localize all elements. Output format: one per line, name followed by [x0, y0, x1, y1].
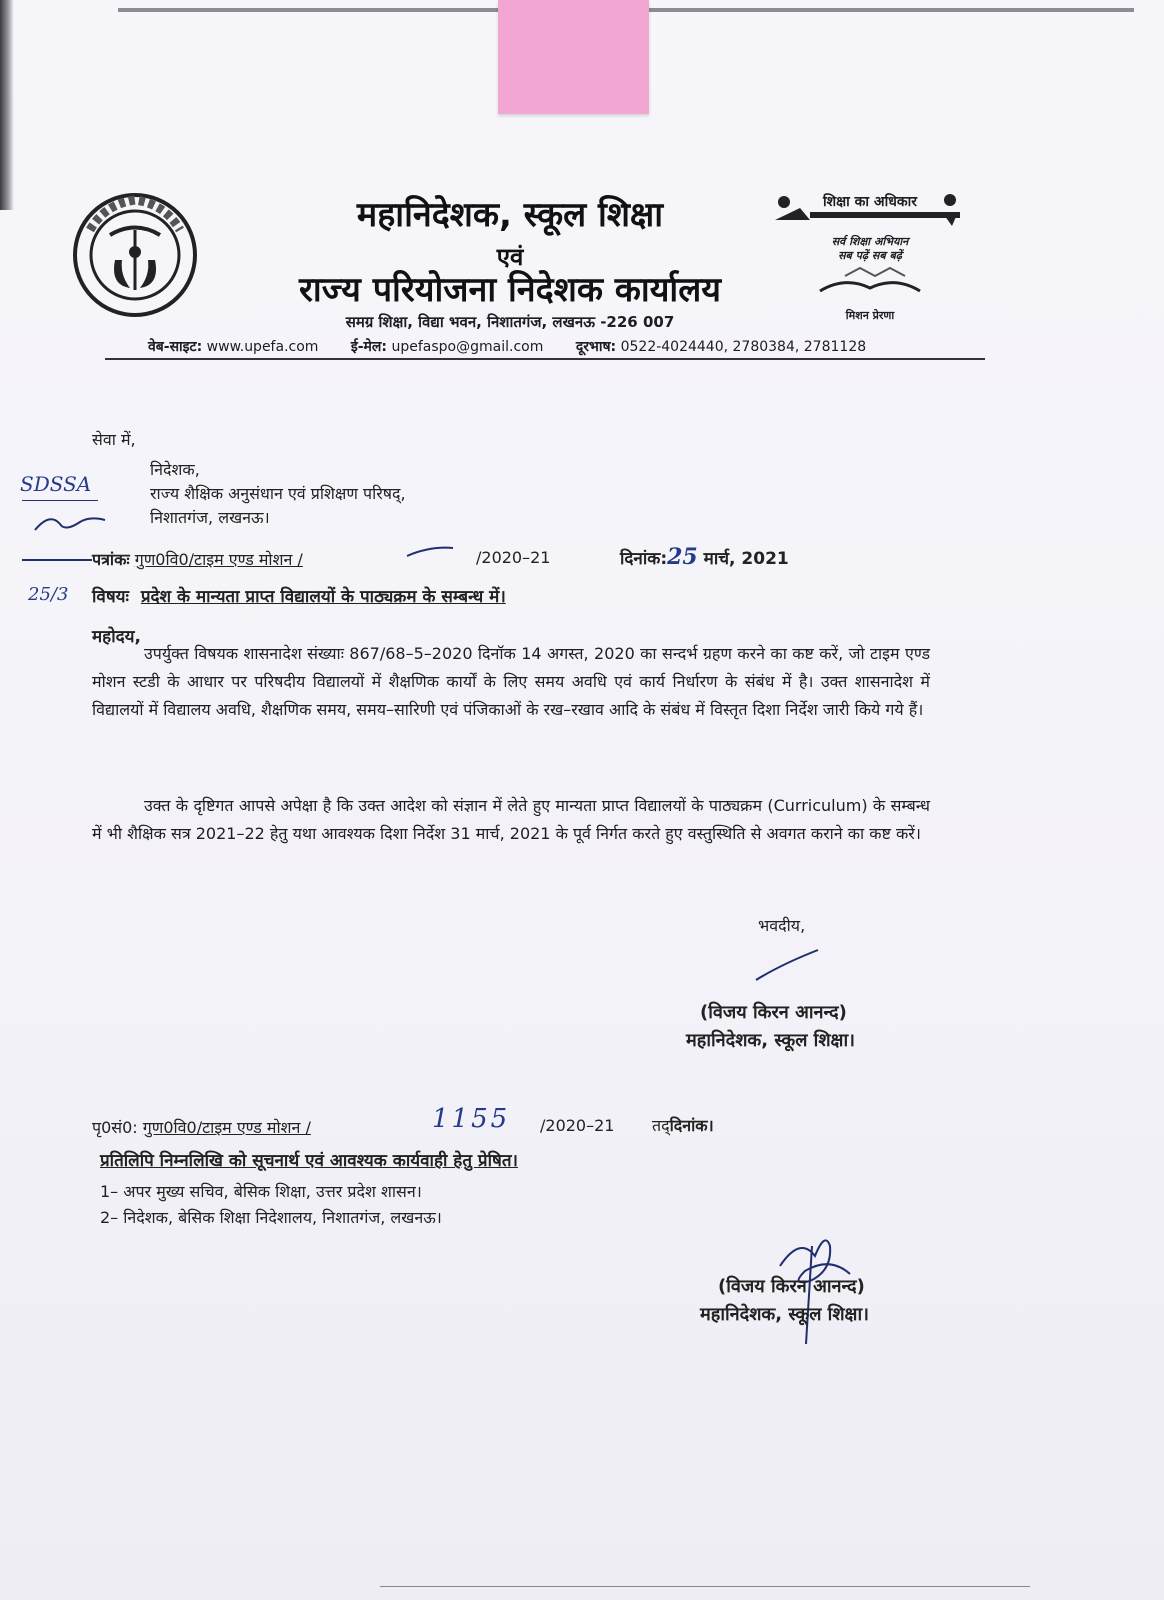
header-divider [105, 358, 985, 360]
handwritten-date: 25 [667, 544, 698, 570]
copy-label: पृ0सं0: [92, 1118, 138, 1137]
email-link[interactable]: upefaspo@gmail.com [391, 339, 544, 355]
recipient-line2: राज्य शैक्षिक अनुसंधान एवं प्रशिक्षण परिषद्, [150, 484, 406, 503]
website-label: वेब-साइट: [148, 339, 203, 355]
reference-line [92, 548, 303, 570]
subject-line [92, 584, 506, 607]
signatory-name: (विजय किरन आनन्द) [700, 1002, 847, 1023]
copy-signatory-name: (विजय किरन आनन्द) [718, 1276, 865, 1297]
handwritten-receipt-date: 25/3 [28, 584, 69, 605]
copy-item-1: 1– अपर मुख्य सचिव, बेसिक शिक्षा, उत्तर प्रदेश शासन। [100, 1182, 422, 1201]
handwritten-initials-icon [30, 510, 110, 536]
website-link[interactable]: www.upefa.com [206, 339, 319, 355]
rte-logo-text: शिक्षा का अधिकार [823, 194, 917, 210]
date-line [620, 544, 789, 570]
phone-label: दूरभाष: [575, 339, 617, 355]
bottom-rule [380, 1586, 1030, 1587]
copy-heading: प्रतिलिपि निम्नलिखि को सूचनार्थ एवं आवश्यक कार्यवाही हेतु प्रेषित। [100, 1151, 518, 1171]
date-month-year: मार्च, 2021 [703, 549, 789, 569]
pink-sticky-note [498, 0, 649, 114]
handwritten-underline [22, 500, 98, 501]
handwritten-note: SDSSA [20, 472, 92, 496]
copy-ref-line [92, 1116, 311, 1138]
copy-item-2: 2– निदेशक, बेसिक शिक्षा निदेशालय, निशातगंज, लखनऊ। [100, 1208, 442, 1227]
ssa-logo-text: सर्व शिक्षा अभियान [831, 235, 909, 248]
signatory-designation: महानिदेशक, स्कूल शिक्षा। [686, 1030, 855, 1051]
body-paragraph-2: उक्त के दृष्टिगत आपसे अपेक्षा है कि उक्त आदेश को संज्ञान में लेते हुए मान्यता प्राप्त विद्यालयों के पाठ्यक्रम (Curriculum) के सम्बन्ध में भी शैक्षिक सत्र 2021–22 हेतु यथा आवश्यक दिशा निर्देश 31 मार्च, 2021 के पूर्व निर्गत करते हुए वस्तुस्थिति से अवगत कराने का कष्ट करें। [92, 796, 930, 843]
recipient-line1: निदेशक, [150, 460, 200, 479]
copy-number: गुण0वि0/टाइम एण्ड मोशन / [142, 1118, 311, 1137]
up-government-emblem-icon [70, 190, 200, 320]
office-address: समग्र शिक्षा, विद्या भवन, निशातगंज, लखनऊ -226 007 [345, 313, 675, 331]
mission-logo [770, 190, 970, 340]
subject-label: विषयः [92, 587, 129, 607]
ref-number: गुण0वि0/टाइम एण्ड मोशन / [134, 550, 303, 569]
recipient-line3: निशातगंज, लखनऊ। [150, 508, 270, 527]
same-date-word: दिनांक। [669, 1116, 714, 1135]
same-date-text [652, 1114, 714, 1136]
office-title-line3: राज्य परियोजना निदेशक कार्यालय [298, 270, 722, 310]
office-title-line2: एवं [496, 243, 524, 271]
closing-text: भवदीय, [758, 916, 806, 935]
phone-numbers: 0522-4024440, 2780384, 2781128 [620, 339, 867, 355]
mission-prerna-text: मिशन प्रेरणा [845, 309, 895, 322]
body-paragraph-1: उपर्युक्त विषयक शासनादेश संख्याः 867/68–5–2020 दिनॉक 14 अगस्त, 2020 का सन्दर्भ ग्रहण करने का कष्ट करें, जो टाइम एण्ड मोशन स्टडी के आधार पर परिषदीय विद्यालयों में शैक्षणिक कार्यों के लिए समय अवधि एवं कार्य निर्धारण के संबंध में है। उक्त शासनादेश में विद्यालयों में विद्यालय अवधि, शैक्षणिक समय, समय–सारिणी एवं पंजिकाओं के रख–रखाव आदि के संबंध में विस्तृत दिशा निर्देश जारी किये गये हैं। [92, 644, 930, 719]
ssa-tagline: सब पढ़ें सब बढ़ें [838, 249, 902, 262]
greeting: महोदय, [92, 627, 141, 647]
same-date-prefix: तद् [652, 1116, 670, 1135]
subject-text: प्रदेश के मान्यता प्राप्त विद्यालयों के पाठ्यक्रम के सम्बन्ध में। [140, 587, 506, 607]
copy-year: /2020–21 [540, 1116, 615, 1135]
open-book-icon [815, 266, 925, 296]
margin-pen-stroke [22, 559, 92, 561]
ref-label: पत्रांकः [92, 550, 130, 569]
office-title-line1: महानिदेशक, स्कूल शिक्षा [356, 195, 664, 235]
date-label: दिनांक: [620, 549, 668, 569]
signature-stroke-icon [752, 946, 822, 982]
email-label: ई-मेल: [350, 339, 388, 355]
ref-year: /2020–21 [476, 548, 551, 567]
handwritten-dispatch-number: 1155 [432, 1104, 511, 1134]
to-salutation: सेवा में, [92, 430, 136, 449]
paper-left-shadow [0, 0, 14, 210]
copy-signatory-designation: महानिदेशक, स्कूल शिक्षा। [700, 1304, 869, 1325]
handwritten-dash-icon [405, 544, 455, 558]
